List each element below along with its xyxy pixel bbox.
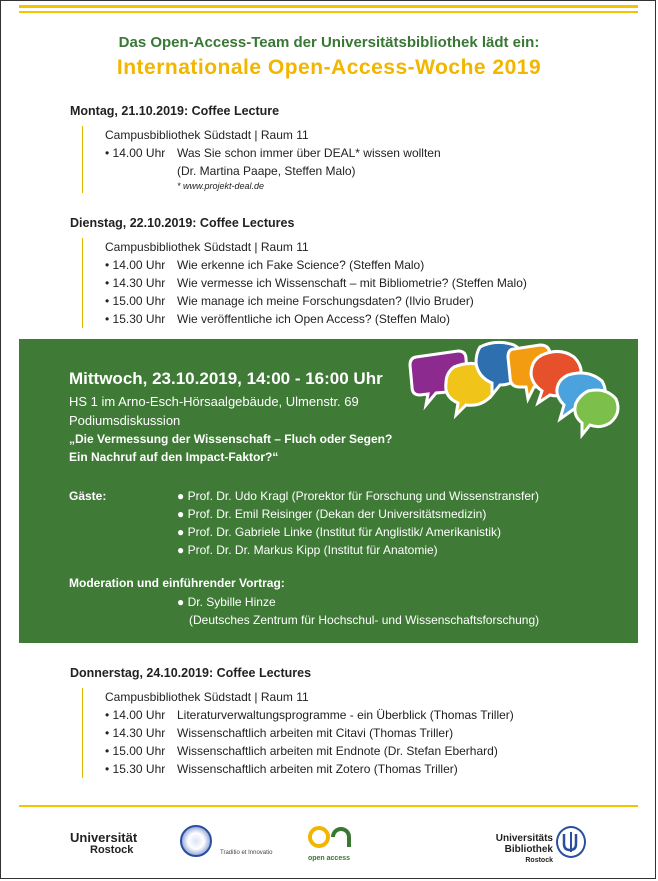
talk-time: • 14.00 Uhr — [105, 258, 166, 272]
moderator-org: (Deutsches Zentrum für Hochschul- und Wissenschaftsforschung) — [189, 613, 540, 627]
talk-title: Was Sie schon immer über DEAL* wissen wollten — [177, 146, 441, 160]
open-access-logo — [299, 825, 359, 862]
tuesday-talk — [105, 274, 527, 292]
thursday-block — [82, 688, 514, 778]
library-line1: Universitäts — [495, 833, 553, 844]
talk-title: Wie manage ich meine Forschungsdaten? (Ilvio Bruder) — [177, 294, 474, 308]
talk-time: • 14.00 Uhr — [105, 146, 166, 160]
library-line3: Rostock — [525, 857, 553, 864]
talk-title: Wissenschaftlich arbeiten mit Citavi (Thomas Triller) — [177, 726, 454, 740]
talk-time: • 15.00 Uhr — [105, 744, 166, 758]
event-title: Internationale Open-Access-Woche 2019 — [116, 56, 542, 79]
talk-title: Wissenschaftlich arbeiten mit Endnote (Dr. Stefan Eberhard) — [177, 744, 498, 758]
talk-title: Wie erkenne ich Fake Science? (Steffen Malo) — [177, 258, 425, 272]
guests-list — [177, 487, 539, 559]
university-logo — [70, 830, 273, 856]
tuesday-talk — [105, 292, 527, 310]
thursday-location: Campusbibliothek Südstadt | Raum 11 — [105, 690, 309, 704]
thursday-talk — [105, 760, 514, 778]
monday-speakers: (Dr. Martina Paape, Steffen Malo) — [177, 164, 356, 178]
talk-title: Wissenschaftlich arbeiten mit Zotero (Thomas Triller) — [177, 762, 458, 776]
wednesday-venue: HS 1 im Arno-Esch-Hörsaalgebäude, Ulmenstr. 69 — [69, 394, 359, 409]
talk-time: • 14.00 Uhr — [105, 708, 166, 722]
tuesday-location: Campusbibliothek Südstadt | Raum 11 — [105, 240, 309, 254]
monday-location: Campusbibliothek Südstadt | Raum 11 — [105, 128, 309, 142]
talk-title: Literaturverwaltungsprogramme - ein Überblick (Thomas Triller) — [177, 708, 514, 722]
tuesday-talk — [105, 310, 527, 328]
talk-time: • 15.00 Uhr — [105, 294, 166, 308]
thursday-talk — [105, 724, 514, 742]
library-logo-text — [481, 833, 553, 866]
guests-label: Gäste: — [69, 489, 107, 503]
wednesday-panel — [19, 339, 638, 643]
university-city: Rostock — [90, 844, 134, 856]
top-rule — [19, 5, 638, 8]
wednesday-heading: Mittwoch, 23.10.2019, 14:00 - 16:00 Uhr — [69, 369, 383, 388]
thursday-talk — [105, 706, 514, 724]
top-rule-thin — [19, 11, 638, 13]
university-name: Universität — [70, 830, 138, 845]
guest-item: ● Prof. Dr. Udo Kragl (Prorektor für Forschung und Wissenstransfer) — [177, 489, 540, 503]
monday-talk — [105, 144, 441, 162]
talk-time: • 14.30 Uhr — [105, 276, 166, 290]
talk-time: • 14.30 Uhr — [105, 726, 166, 740]
tuesday-heading: Dienstag, 22.10.2019: Coffee Lectures — [70, 216, 295, 230]
tuesday-talk — [105, 256, 527, 274]
monday-block — [82, 126, 441, 193]
university-tagline: Traditio et Innovatio — [220, 850, 273, 856]
talk-title: Wie vermesse ich Wissenschaft – mit Bibliometrie? (Steffen Malo) — [177, 276, 527, 290]
talk-time: • 15.30 Uhr — [105, 312, 166, 326]
bottom-rule — [19, 805, 638, 807]
moderation-label: Moderation und einführender Vortrag: — [69, 576, 285, 590]
talk-title: Wie veröffentliche ich Open Access? (Steffen Malo) — [177, 312, 451, 326]
wednesday-format: Podiumsdiskussion — [69, 413, 181, 428]
guest-item: ● Prof. Dr. Emil Reisinger (Dekan der Universitätsmedizin) — [177, 507, 487, 521]
library-mark-icon — [556, 826, 586, 858]
university-seal-icon — [180, 825, 212, 857]
talk-time: • 15.30 Uhr — [105, 762, 166, 776]
organizer-line: Das Open-Access-Team der Universitätsbibliothek lädt ein: — [118, 34, 540, 51]
wednesday-topic-line1: „Die Vermessung der Wissenschaft – Fluch oder Segen? — [69, 432, 393, 446]
open-access-icon — [307, 825, 351, 849]
speech-bubbles-illustration — [392, 339, 632, 447]
moderator-name: ● Dr. Sybille Hinze — [177, 595, 276, 609]
library-monogram-icon — [558, 828, 584, 856]
thursday-talk — [105, 742, 514, 760]
library-line2: Bibliothek — [504, 844, 553, 855]
guest-item: ● Prof. Dr. Gabriele Linke (Institut für Anglistik/ Amerikanistik) — [177, 525, 502, 539]
thursday-heading: Donnerstag, 24.10.2019: Coffee Lectures — [70, 666, 312, 680]
monday-heading: Montag, 21.10.2019: Coffee Lecture — [70, 104, 280, 118]
moderation-list — [177, 593, 539, 629]
wednesday-topic-line2: Ein Nachruf auf den Impact-Faktor?“ — [69, 450, 279, 464]
open-access-label: open access — [307, 855, 351, 862]
guest-item: ● Prof. Dr. Dr. Markus Kipp (Institut für Anatomie) — [177, 543, 438, 557]
tuesday-block — [82, 238, 527, 328]
monday-footnote: * www.projekt-deal.de — [177, 181, 265, 191]
